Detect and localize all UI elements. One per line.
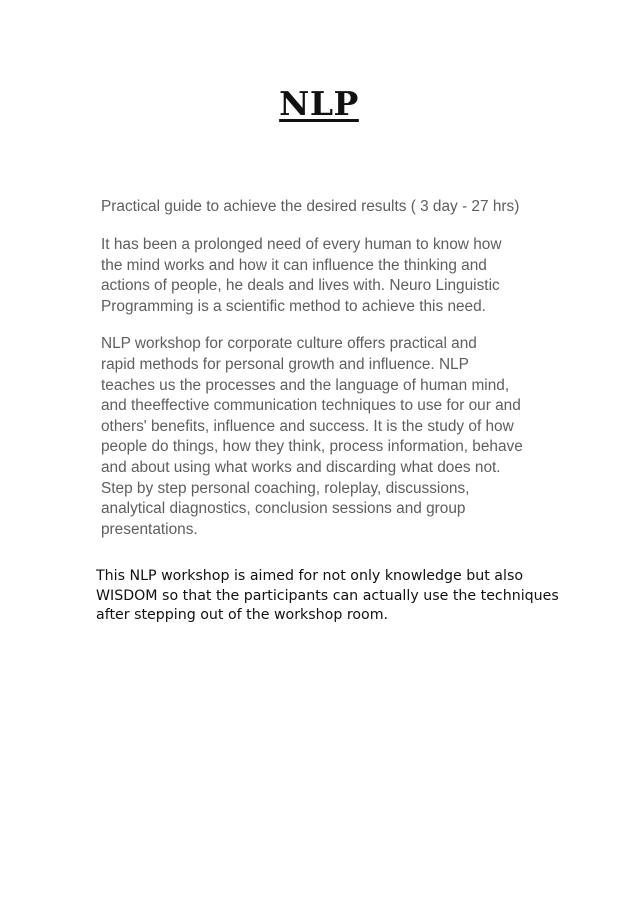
page-title: NLP <box>279 84 359 123</box>
intro-line: the mind works and how it can influence the thinking and <box>101 256 487 274</box>
subtitle: Practical guide to achieve the desired results ( 3 day - 27 hrs) <box>101 198 520 215</box>
workshop-line: analytical diagnostics, conclusion sessions and group <box>101 500 466 518</box>
wisdom-paragraph <box>96 567 616 626</box>
intro-line: Programming is a scientific method to achieve this need. <box>101 297 486 315</box>
workshop-line: NLP workshop for corporate culture offers practical and <box>101 335 477 353</box>
workshop-line: and theeffective communication techniques to use for our and <box>101 397 521 415</box>
workshop-line: people do things, how they think, process information, behave <box>101 438 523 456</box>
scanned-text-block <box>101 197 551 540</box>
workshop-paragraph <box>101 334 551 540</box>
wisdom-line: after stepping out of the workshop room. <box>96 607 389 624</box>
workshop-line: rapid methods for personal growth and influence. NLP <box>101 356 469 374</box>
intro-line: actions of people, he deals and lives with. Neuro Linguistic <box>101 277 500 295</box>
workshop-line: others' benefits, influence and success. It is the study of how <box>101 417 514 435</box>
intro-line: It has been a prolonged need of every human to know how <box>101 236 502 254</box>
workshop-line: Step by step personal coaching, roleplay, discussions, <box>101 479 470 497</box>
wisdom-line: WISDOM so that the participants can actually use the techniques <box>96 587 559 604</box>
workshop-line: and about using what works and discarding what does not. <box>101 459 501 477</box>
intro-paragraph <box>101 235 551 317</box>
workshop-line: teaches us the processes and the language of human mind, <box>101 376 510 394</box>
workshop-line: presentations. <box>101 520 198 538</box>
wisdom-line: This NLP workshop is aimed for not only knowledge but also <box>96 568 524 584</box>
